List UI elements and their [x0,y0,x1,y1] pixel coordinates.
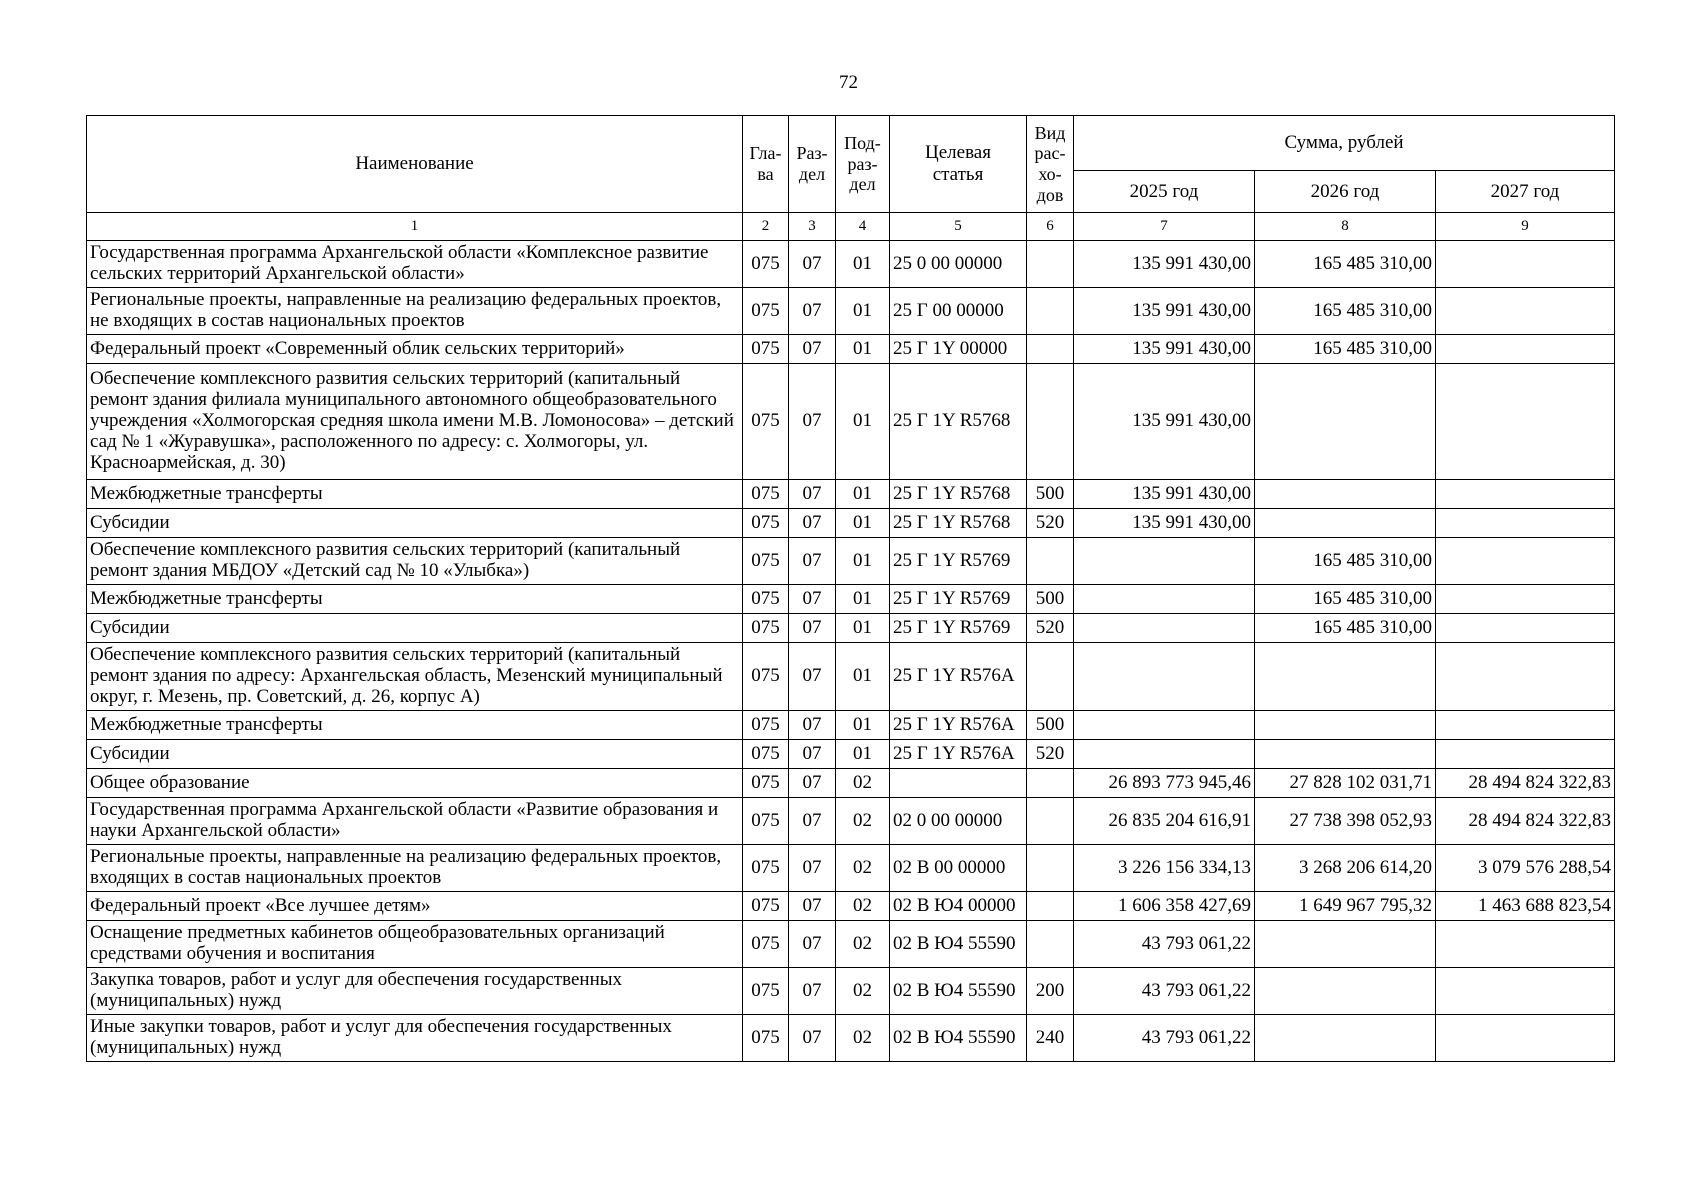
row-celevaya-statya: 25 Г 1Y R576A [890,740,1027,769]
row-glava: 075 [743,480,789,509]
row-sum-2025 [1074,585,1255,614]
row-vid-rashodov [1027,892,1074,921]
row-name: Государственная программа Архангельской области «Развитие образования и науки Архангельской области» [87,798,743,845]
row-sum-2026: 165 485 310,00 [1255,538,1436,585]
row-name: Федеральный проект «Современный облик сельских территорий» [87,335,743,364]
row-podrazdel: 02 [836,798,890,845]
row-razdel: 07 [789,241,836,288]
row-podrazdel: 01 [836,585,890,614]
header-razdel: Раз- дел [789,116,836,213]
row-celevaya-statya: 25 Г 1Y 00000 [890,335,1027,364]
row-sum-2026 [1255,711,1436,740]
row-sum-2025 [1074,740,1255,769]
row-razdel: 07 [789,1015,836,1062]
row-sum-2026: 165 485 310,00 [1255,585,1436,614]
row-celevaya-statya: 25 Г 00 00000 [890,288,1027,335]
budget-table [86,115,1615,1062]
row-podrazdel: 01 [836,335,890,364]
table-row [87,1015,1615,1062]
row-name: Региональные проекты, направленные на реализацию федеральных проектов, входящих в состав национальных проектов [87,845,743,892]
row-sum-2027 [1436,643,1615,711]
row-vid-rashodov: 520 [1027,740,1074,769]
row-name: Оснащение предметных кабинетов общеобразовательных организаций средствами обучения и воспитания [87,921,743,968]
header-year-2025: 2025 год [1074,171,1255,213]
row-sum-2026: 1 649 967 795,32 [1255,892,1436,921]
header-year-2027: 2027 год [1436,171,1615,213]
row-celevaya-statya: 25 Г 1Y R5769 [890,585,1027,614]
row-sum-2027 [1436,740,1615,769]
row-sum-2026: 165 485 310,00 [1255,288,1436,335]
row-name: Обеспечение комплексного развития сельских территорий (капитальный ремонт здания по адресу: Архангельская область, Мезенский муниципальный округ, г. Мезень, пр. Советский, д. 26, корпус А) [87,643,743,711]
row-sum-2025: 135 991 430,00 [1074,288,1255,335]
row-name: Межбюджетные трансферты [87,711,743,740]
row-name: Межбюджетные трансферты [87,480,743,509]
row-vid-rashodov [1027,241,1074,288]
row-celevaya-statya: 02 В 00 00000 [890,845,1027,892]
row-sum-2027 [1436,538,1615,585]
header-podrazdel: Под- раз- дел [836,116,890,213]
row-vid-rashodov [1027,769,1074,798]
col-number: 8 [1255,213,1436,241]
row-glava: 075 [743,288,789,335]
row-podrazdel: 01 [836,241,890,288]
row-celevaya-statya: 02 В Ю4 55590 [890,1015,1027,1062]
header-celevaya-statya: Целевая статья [890,116,1027,213]
row-podrazdel: 02 [836,845,890,892]
row-sum-2026: 165 485 310,00 [1255,614,1436,643]
row-sum-2027 [1436,711,1615,740]
row-glava: 075 [743,585,789,614]
row-vid-rashodov: 240 [1027,1015,1074,1062]
row-sum-2025: 135 991 430,00 [1074,241,1255,288]
row-sum-2027 [1436,921,1615,968]
row-celevaya-statya: 02 В Ю4 55590 [890,968,1027,1015]
row-celevaya-statya: 25 Г 1Y R5769 [890,614,1027,643]
table-row [87,288,1615,335]
row-celevaya-statya: 02 В Ю4 55590 [890,921,1027,968]
row-vid-rashodov [1027,921,1074,968]
row-sum-2026 [1255,509,1436,538]
col-number: 2 [743,213,789,241]
table-row [87,614,1615,643]
row-sum-2027 [1436,1015,1615,1062]
row-name: Федеральный проект «Все лучшее детям» [87,892,743,921]
row-sum-2025: 135 991 430,00 [1074,364,1255,480]
row-sum-2027: 28 494 824 322,83 [1436,769,1615,798]
row-glava: 075 [743,769,789,798]
row-sum-2026: 27 828 102 031,71 [1255,769,1436,798]
row-sum-2025 [1074,538,1255,585]
row-vid-rashodov: 500 [1027,711,1074,740]
row-sum-2027 [1436,241,1615,288]
table-row [87,921,1615,968]
row-podrazdel: 02 [836,892,890,921]
row-sum-2026 [1255,740,1436,769]
table-row [87,798,1615,845]
table-row [87,769,1615,798]
row-glava: 075 [743,364,789,480]
col-number: 1 [87,213,743,241]
row-name: Субсидии [87,509,743,538]
row-sum-2027: 28 494 824 322,83 [1436,798,1615,845]
row-glava: 075 [743,643,789,711]
row-vid-rashodov: 520 [1027,614,1074,643]
table-row [87,335,1615,364]
row-podrazdel: 01 [836,509,890,538]
table-row [87,643,1615,711]
row-podrazdel: 02 [836,921,890,968]
row-vid-rashodov: 500 [1027,585,1074,614]
row-sum-2026 [1255,968,1436,1015]
row-name: Государственная программа Архангельской области «Комплексное развитие сельских территорий Архангельской области» [87,241,743,288]
row-sum-2027 [1436,480,1615,509]
row-vid-rashodov [1027,643,1074,711]
row-podrazdel: 01 [836,740,890,769]
row-sum-2025 [1074,711,1255,740]
row-vid-rashodov: 500 [1027,480,1074,509]
row-vid-rashodov [1027,335,1074,364]
table-row [87,480,1615,509]
row-vid-rashodov [1027,538,1074,585]
page-number: 72 [839,72,858,93]
col-number: 5 [890,213,1027,241]
row-razdel: 07 [789,845,836,892]
row-razdel: 07 [789,740,836,769]
row-glava: 075 [743,614,789,643]
row-sum-2025: 43 793 061,22 [1074,1015,1255,1062]
row-sum-2026: 165 485 310,00 [1255,335,1436,364]
row-podrazdel: 01 [836,538,890,585]
row-sum-2025 [1074,643,1255,711]
header-summa: Сумма, рублей [1074,116,1615,171]
row-sum-2026 [1255,921,1436,968]
row-glava: 075 [743,509,789,538]
table-row [87,711,1615,740]
row-podrazdel: 01 [836,614,890,643]
col-number: 9 [1436,213,1615,241]
row-sum-2025: 43 793 061,22 [1074,921,1255,968]
row-glava: 075 [743,921,789,968]
row-sum-2025: 43 793 061,22 [1074,968,1255,1015]
row-razdel: 07 [789,643,836,711]
row-sum-2025: 3 226 156 334,13 [1074,845,1255,892]
row-glava: 075 [743,538,789,585]
row-celevaya-statya: 25 Г 1Y R5769 [890,538,1027,585]
row-name: Субсидии [87,614,743,643]
table-row [87,364,1615,480]
row-name: Межбюджетные трансферты [87,585,743,614]
table-row [87,845,1615,892]
row-razdel: 07 [789,364,836,480]
row-celevaya-statya: 25 Г 1Y R576A [890,643,1027,711]
row-celevaya-statya: 25 Г 1Y R5768 [890,480,1027,509]
col-number: 3 [789,213,836,241]
row-podrazdel: 01 [836,480,890,509]
row-vid-rashodov: 520 [1027,509,1074,538]
table-row [87,509,1615,538]
row-razdel: 07 [789,480,836,509]
row-celevaya-statya: 25 Г 1Y R5768 [890,509,1027,538]
table-row [87,538,1615,585]
row-sum-2027: 3 079 576 288,54 [1436,845,1615,892]
header-name: Наименование [87,116,743,213]
table-row [87,241,1615,288]
row-sum-2027 [1436,335,1615,364]
row-celevaya-statya: 02 0 00 00000 [890,798,1027,845]
row-vid-rashodov: 200 [1027,968,1074,1015]
row-glava: 075 [743,241,789,288]
row-podrazdel: 02 [836,968,890,1015]
row-sum-2026 [1255,480,1436,509]
row-name: Обеспечение комплексного развития сельских территорий (капитальный ремонт здания МБДОУ «Детский сад № 10 «Улыбка») [87,538,743,585]
row-razdel: 07 [789,288,836,335]
row-vid-rashodov [1027,845,1074,892]
row-sum-2026 [1255,643,1436,711]
row-podrazdel: 01 [836,364,890,480]
row-celevaya-statya [890,769,1027,798]
row-glava: 075 [743,740,789,769]
header-glava: Гла- ва [743,116,789,213]
row-sum-2025 [1074,614,1255,643]
row-glava: 075 [743,798,789,845]
row-sum-2025: 1 606 358 427,69 [1074,892,1255,921]
row-sum-2026 [1255,364,1436,480]
col-number: 7 [1074,213,1255,241]
row-vid-rashodov [1027,288,1074,335]
header-year-2026: 2026 год [1255,171,1436,213]
row-name: Субсидии [87,740,743,769]
row-podrazdel: 01 [836,288,890,335]
row-sum-2027 [1436,585,1615,614]
row-razdel: 07 [789,711,836,740]
row-sum-2026 [1255,1015,1436,1062]
row-glava: 075 [743,335,789,364]
row-name: Региональные проекты, направленные на реализацию федеральных проектов, не входящих в состав национальных проектов [87,288,743,335]
col-number: 4 [836,213,890,241]
table-row [87,892,1615,921]
row-sum-2026: 165 485 310,00 [1255,241,1436,288]
row-razdel: 07 [789,769,836,798]
row-podrazdel: 01 [836,643,890,711]
row-sum-2025: 135 991 430,00 [1074,335,1255,364]
row-sum-2027 [1436,968,1615,1015]
row-vid-rashodov [1027,798,1074,845]
row-celevaya-statya: 02 В Ю4 00000 [890,892,1027,921]
row-sum-2025: 135 991 430,00 [1074,509,1255,538]
row-glava: 075 [743,968,789,1015]
row-razdel: 07 [789,921,836,968]
row-celevaya-statya: 25 Г 1Y R5768 [890,364,1027,480]
row-sum-2025: 135 991 430,00 [1074,480,1255,509]
table-row [87,740,1615,769]
row-name: Закупка товаров, работ и услуг для обеспечения государственных (муниципальных) нужд [87,968,743,1015]
table-row [87,968,1615,1015]
row-glava: 075 [743,892,789,921]
row-razdel: 07 [789,798,836,845]
row-razdel: 07 [789,614,836,643]
row-razdel: 07 [789,335,836,364]
row-razdel: 07 [789,538,836,585]
row-podrazdel: 02 [836,1015,890,1062]
row-razdel: 07 [789,892,836,921]
row-glava: 075 [743,845,789,892]
column-number-row [87,213,1615,241]
row-vid-rashodov [1027,364,1074,480]
row-podrazdel: 02 [836,769,890,798]
table-row [87,585,1615,614]
row-sum-2026: 3 268 206 614,20 [1255,845,1436,892]
row-sum-2027 [1436,509,1615,538]
row-name: Иные закупки товаров, работ и услуг для обеспечения государственных (муниципальных) нужд [87,1015,743,1062]
row-sum-2027 [1436,364,1615,480]
row-celevaya-statya: 25 Г 1Y R576A [890,711,1027,740]
header-vid-rashodov: Вид рас- хо- дов [1027,116,1074,213]
col-number: 6 [1027,213,1074,241]
row-glava: 075 [743,1015,789,1062]
row-razdel: 07 [789,968,836,1015]
row-sum-2027 [1436,614,1615,643]
row-sum-2027: 1 463 688 823,54 [1436,892,1615,921]
row-name: Обеспечение комплексного развития сельских территорий (капитальный ремонт здания филиала муниципального автономного общеобразовательного учреждения «Холмогорская средняя школа имени М.В. Ломоносова» – детский сад № 1 «Журавушка», расположенного по адресу: с. Холмогоры, ул. Красноармейская, д. 30) [87,364,743,480]
row-sum-2025: 26 835 204 616,91 [1074,798,1255,845]
row-sum-2027 [1436,288,1615,335]
row-podrazdel: 01 [836,711,890,740]
row-glava: 075 [743,711,789,740]
row-sum-2026: 27 738 398 052,93 [1255,798,1436,845]
row-razdel: 07 [789,509,836,538]
row-name: Общее образование [87,769,743,798]
row-celevaya-statya: 25 0 00 00000 [890,241,1027,288]
row-sum-2025: 26 893 773 945,46 [1074,769,1255,798]
row-razdel: 07 [789,585,836,614]
